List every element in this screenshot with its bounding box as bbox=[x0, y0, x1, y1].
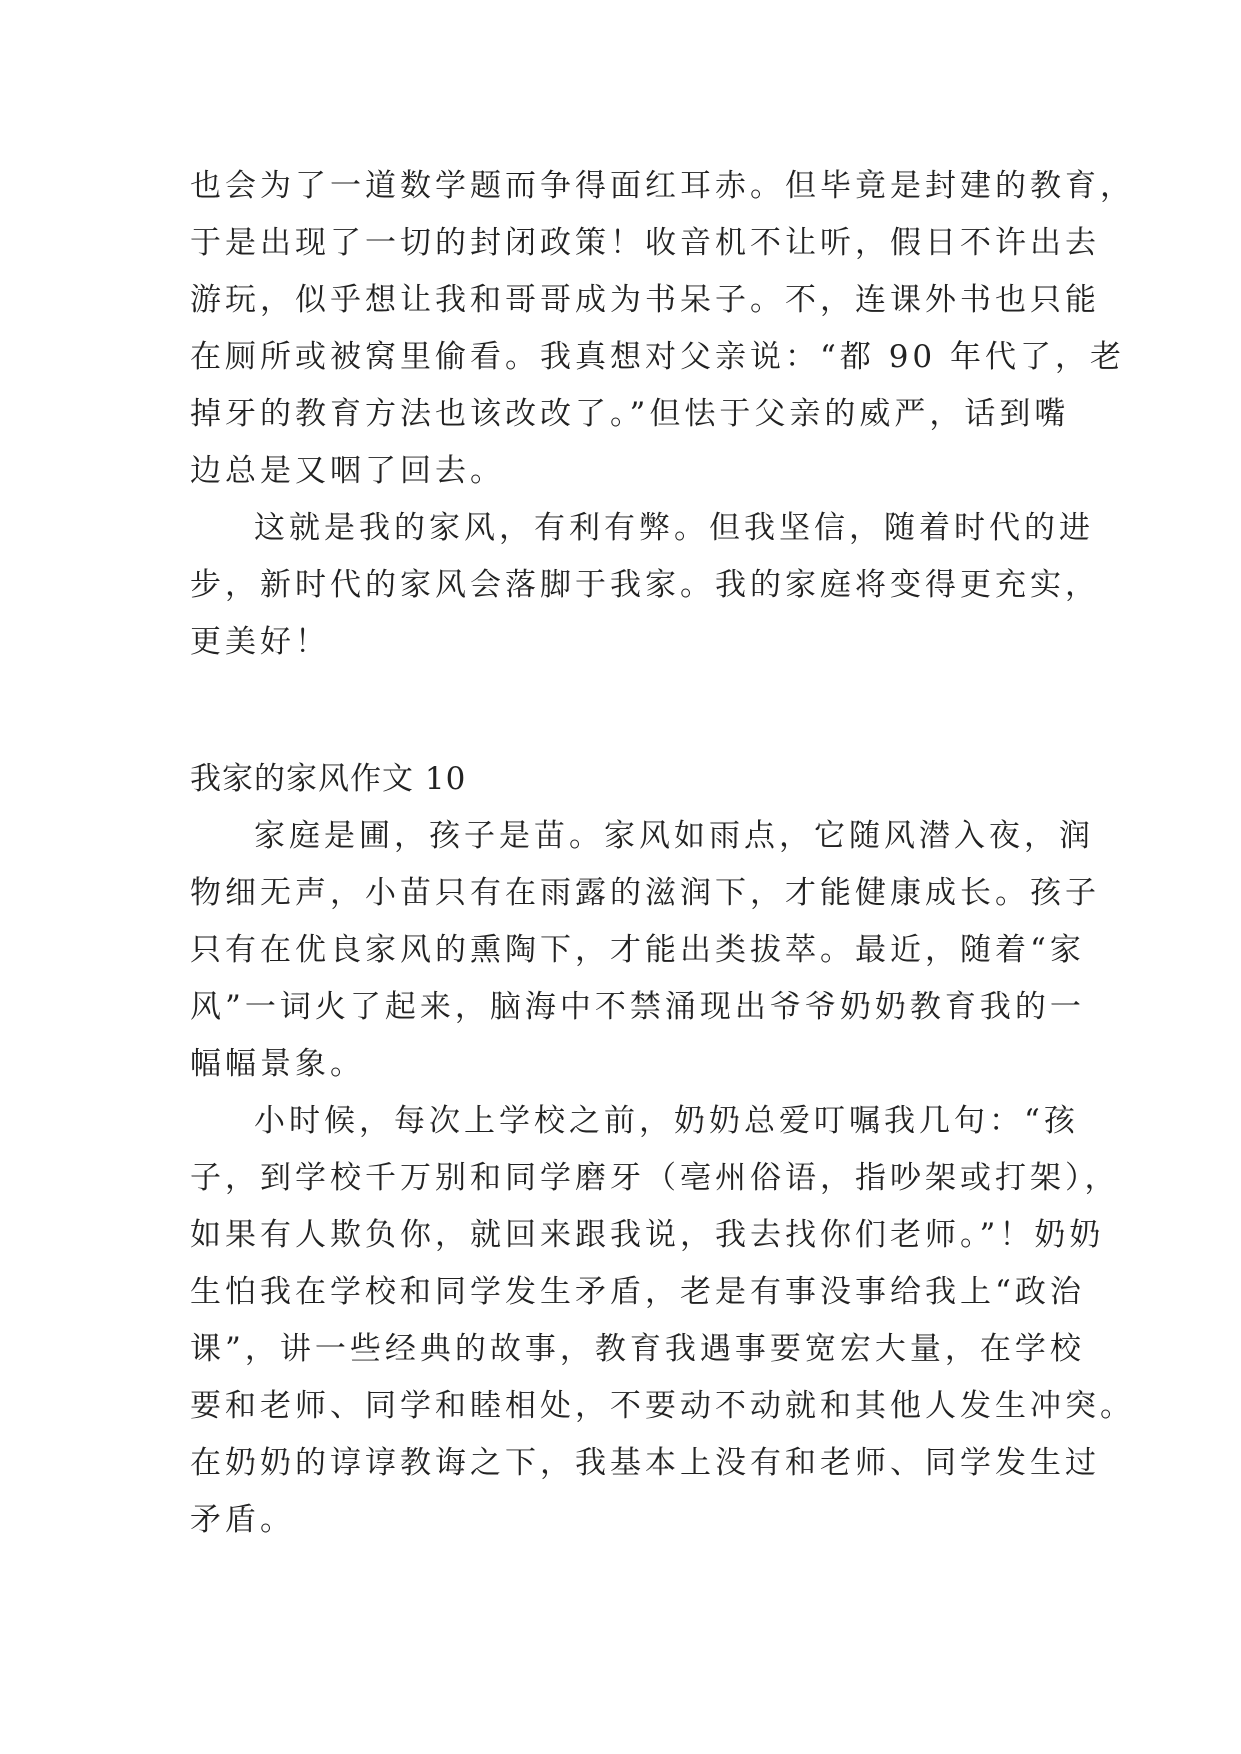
text-line: 物细无声，小苗只有在雨露的滋润下，才能健康成长。孩子 bbox=[190, 875, 1100, 911]
paragraph-conclusion bbox=[190, 500, 1100, 671]
section-gap bbox=[190, 671, 1090, 751]
text-line: 风”一词火了起来，脑海中不禁涌现出爷爷奶奶教育我的一 bbox=[190, 989, 1085, 1025]
text-line: 掉牙的教育方法也该改改了。”但怯于父亲的威严，话到嘴 bbox=[190, 396, 1070, 432]
text-line: 也会为了一道数学题而争得面红耳赤。但毕竟是封建的教育， bbox=[190, 168, 1135, 204]
text-line: 要和老师、同学和睦相处，不要动不动就和其他人发生冲突。 bbox=[190, 1388, 1135, 1424]
text-line: 幅幅景象。 bbox=[190, 1046, 365, 1082]
text-line: 于是出现了一切的封闭政策！收音机不让听，假日不许出去 bbox=[190, 225, 1100, 261]
document-body bbox=[190, 158, 1135, 1549]
text-line: 游玩，似乎想让我和哥哥成为书呆子。不，连课外书也只能 bbox=[190, 282, 1100, 318]
text-line: 这就是我的家风，有利有弊。但我坚信，随着时代的进 bbox=[254, 510, 1094, 546]
paragraph-story bbox=[190, 1093, 1135, 1549]
text-line: 小时候，每次上学校之前，奶奶总爱叮嘱我几句：“孩 bbox=[254, 1103, 1079, 1139]
text-line: 在厕所或被窝里偷看。我真想对父亲说：“都 90 年代了，老 bbox=[190, 339, 1125, 375]
paragraph-continued bbox=[190, 158, 1135, 500]
text-line: 矛盾。 bbox=[190, 1502, 295, 1538]
text-line: 步，新时代的家风会落脚于我家。我的家庭将变得更充实， bbox=[190, 567, 1100, 603]
text-line: 边总是又咽了回去。 bbox=[190, 453, 505, 489]
text-line: 在奶奶的谆谆教诲之下，我基本上没有和老师、同学发生过 bbox=[190, 1445, 1100, 1481]
essay-title: 我家的家风作文 10 bbox=[190, 761, 467, 797]
text-line: 子，到学校千万别和同学磨牙（亳州俗语，指吵架或打架）， bbox=[190, 1160, 1120, 1196]
text-line: 更美好！ bbox=[190, 624, 330, 660]
text-line: 如果有人欺负你，就回来跟我说，我去找你们老师。”！奶奶 bbox=[190, 1217, 1105, 1253]
text-line: 家庭是圃，孩子是苗。家风如雨点，它随风潜入夜，润 bbox=[254, 818, 1094, 854]
paragraph-intro bbox=[190, 808, 1100, 1093]
text-line: 只有在优良家风的熏陶下，才能出类拔萃。最近，随着“家 bbox=[190, 932, 1085, 968]
text-line: 生怕我在学校和同学发生矛盾，老是有事没事给我上“政治 bbox=[190, 1274, 1085, 1310]
text-line: 课”，讲一些经典的故事，教育我遇事要宽宏大量，在学校 bbox=[190, 1331, 1085, 1367]
